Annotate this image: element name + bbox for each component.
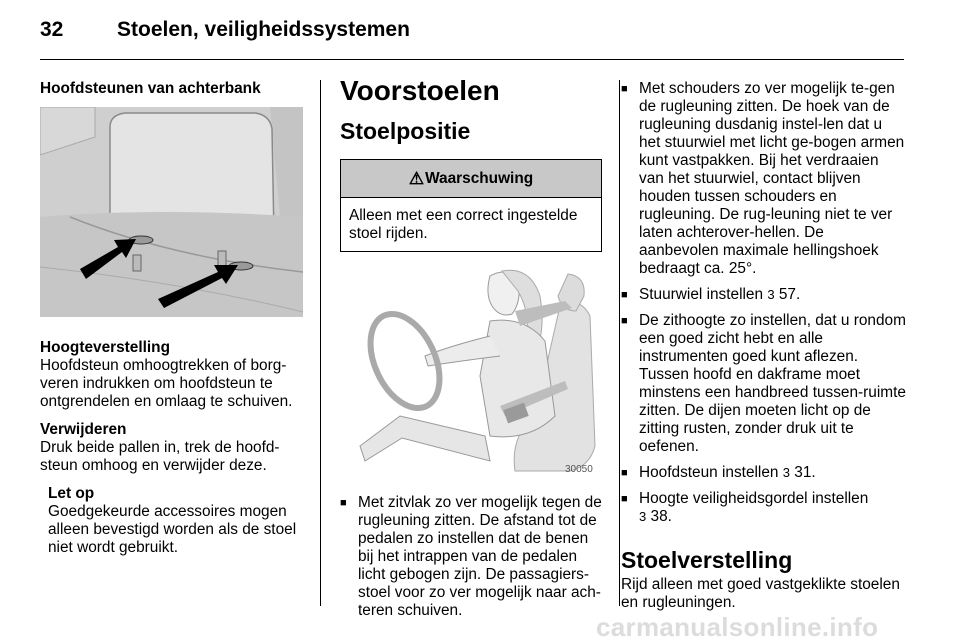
arrow-ref-icon: 3	[767, 287, 775, 302]
column-middle	[340, 75, 602, 628]
watermark: carmanualsonline.info	[596, 612, 879, 642]
column-left	[40, 80, 304, 557]
remove-title: Verwijderen	[40, 421, 127, 438]
arrow-ref-icon: 3	[782, 465, 790, 480]
header-rule	[40, 59, 904, 60]
headrest-illustration	[40, 107, 303, 317]
bullet-headrest: ■ Hoofdsteun instellen 3 31.	[621, 464, 906, 482]
section-adjust-text: Rijd alleen met goed vastgeklikte stoelen en rugleuningen.	[621, 576, 900, 611]
bullet-shoulders: ■ Met schouders zo ver mogelijk te-gen de rugleuning zitten. De hoek van de rugleuning dusdanig instel-len dat u het stuurwiel met licht ge-bogen armen kunt vastpakken. Bij het verdraaien van het stuurwiel, contact blijven houden tussen schouders en rugleuning. De rug-leuning niet te ver laten achterover-hellen. De aanbevolen maximale hellingshoek bedraagt ca. 25°.	[621, 80, 906, 278]
warning-header	[341, 160, 601, 198]
note-title: Let op	[48, 485, 95, 502]
section-heading-adjust: Stoelverstelling	[621, 547, 793, 573]
bullet-seat-height: ■ De zithoogte zo instellen, dat u rondom een goed zicht hebt en alle instrumenten goed kunt aflezen. Tussen hoofd en dakframe moet minstens een handbreed tussen-ruimte zitten. De dijen moeten licht op de zitting rusten, zonder druk uit te oefenen.	[621, 312, 906, 456]
column-divider-2	[619, 80, 620, 606]
warning-icon: ⚠	[408, 168, 425, 188]
bullet-steering-wheel: ■ Stuurwiel instellen 3 57.	[621, 286, 906, 304]
bullet-seat-distance: ■ Met zitvlak zo ver mogelijk tegen de rugleuning zitten. De afstand tot de pedalen zo instellen dat de benen bij het intrappen van de pedalen licht gebogen zijn. De passagiers-stoel voor zo ver mogelijk naar ach-teren schuiven.	[340, 494, 602, 620]
page-number: 32	[40, 18, 64, 41]
warning-title: Waarschuwing	[425, 169, 534, 187]
warning-box	[340, 159, 602, 252]
seat-position-illustration	[340, 266, 602, 476]
bullet-seatbelt: ■ Hoogte veiligheidsgordel instellen 3 38.	[621, 490, 906, 526]
figure-code: 30050	[565, 464, 593, 475]
note-text: Goedgekeurde accessoires mogen alleen bevestigd worden als de stoel niet wordt gebruikt.	[48, 503, 297, 556]
arrow-ref-icon: 3	[639, 509, 647, 524]
page-title: Stoelen, veiligheidssystemen	[117, 18, 410, 41]
section-title: Hoofdsteunen van achterbank	[40, 80, 261, 97]
warning-text: Alleen met een correct ingestelde stoel rijden.	[349, 207, 578, 242]
section-heading: Voorstoelen	[340, 75, 500, 106]
remove-text: Druk beide pallen in, trek de hoofd-steun omhoog en verwijder deze.	[40, 439, 280, 474]
sub-heading: Stoelpositie	[340, 118, 471, 144]
height-adjust-text: Hoofdsteun omhoogtrekken of borg-veren indrukken om hoofdsteun te ontgrendelen en omlaag te schuiven.	[40, 357, 293, 410]
column-divider-1	[320, 80, 321, 606]
column-right	[621, 80, 906, 612]
height-adjust-title: Hoogteverstelling	[40, 339, 170, 356]
